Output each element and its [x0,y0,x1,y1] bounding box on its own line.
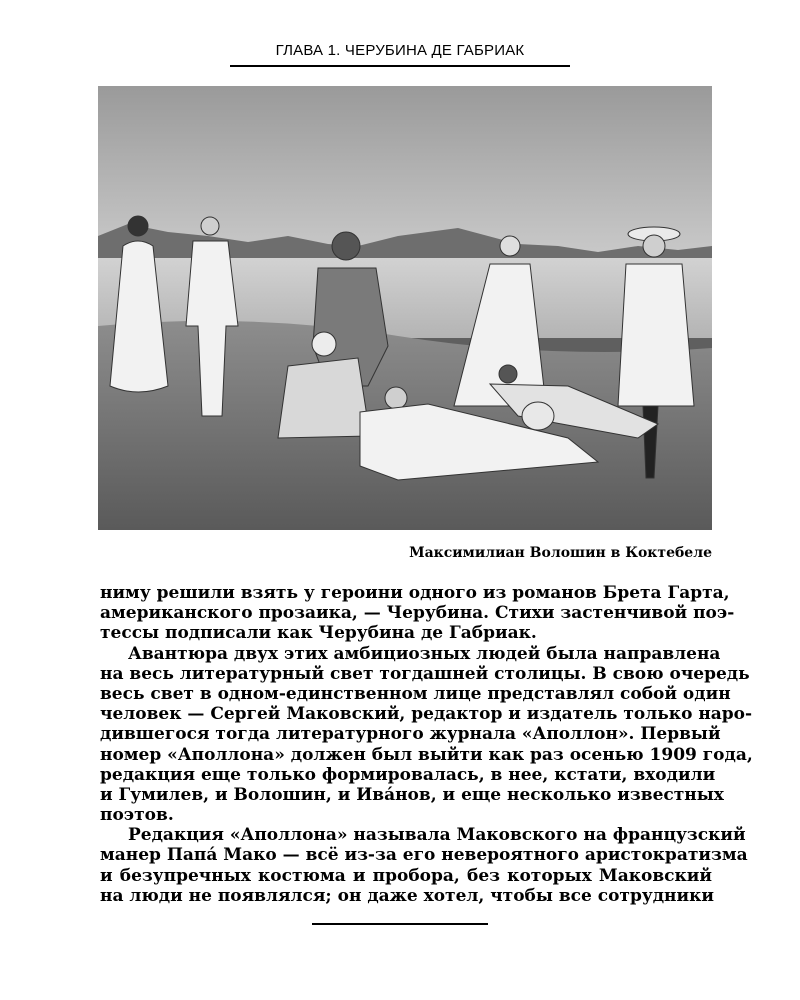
text-line: Редакция «Аполлона» называла Маковского на французский [128,825,746,846]
text-line: манер Папа́ Мако — всё из-за его невероятного аристократизма [100,845,748,866]
text-line: редакция еще только формировалась, в нее, кстати, входили [100,764,716,785]
text-line: на люди не появлялся; он даже хотел, чтобы все сотрудники [100,885,714,906]
text-line: ниму решили взять у героини одного из романов Брета Гарта, [100,583,730,603]
text-line: поэтов. [100,805,174,826]
text-line: американского прозаика, — Черубина. Стихи застенчивой поэ- [100,603,735,624]
photograph-voloshin-koktebel [98,86,712,530]
text-line: дившегося тогда литературного журнала «Аполлон». Первый [100,724,721,745]
text-line: номер «Аполлона» должен был выйти как раз осенью 1909 года, [100,744,753,765]
text-line: и безупречных костюма и пробора, без которых Маковский [100,865,712,886]
body-text [100,583,753,906]
text-line: на весь литературный свет тогдашней столицы. В свою очередь [100,663,750,684]
header-rule [230,65,570,67]
footer-rule [312,923,488,925]
text-line: и Гумилев, и Волошин, и Ива́нов, и еще несколько известных [100,784,724,805]
text-line: человек — Сергей Маковский, редактор и издатель только наро- [100,704,753,725]
photo-caption: Максимилиан Волошин в Коктебеле [409,545,712,561]
running-head: ГЛАВА 1. ЧЕРУБИНА ДЕ ГАБРИАК [275,42,525,59]
text-line: весь свет в одном-единственном лице представлял собой один [100,683,731,704]
text-line: Авантюра двух этих амбициозных людей была направлена [128,643,721,664]
text-line: тессы подписали как Черубина де Габриак. [100,623,537,644]
